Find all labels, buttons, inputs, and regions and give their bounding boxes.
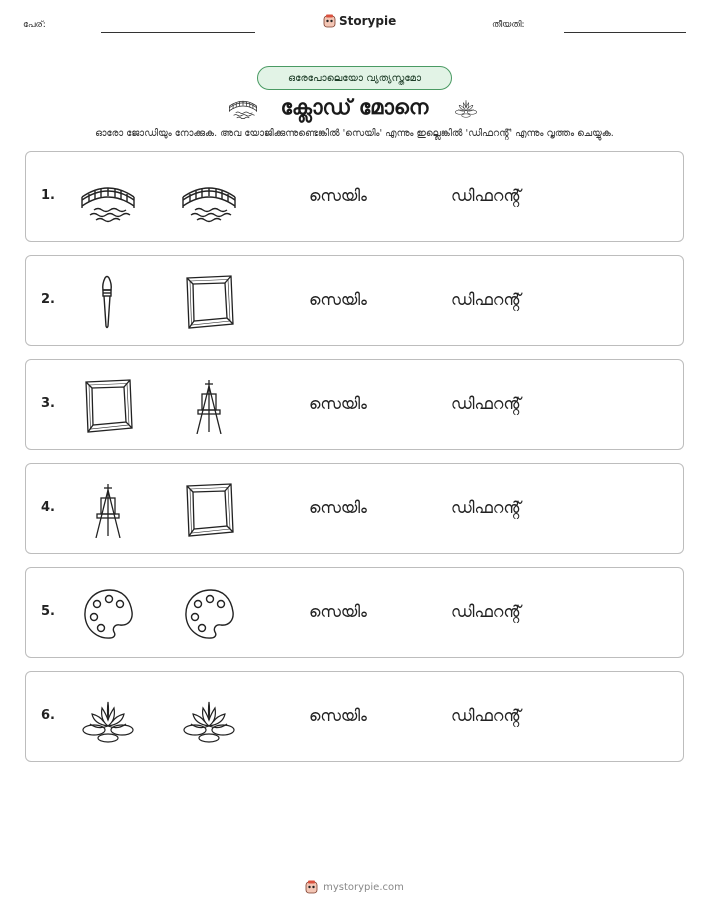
same-option[interactable]: സെയിം	[309, 186, 367, 205]
storypie-logo-icon	[305, 880, 318, 894]
page-title: ക്ലോഡ് മോനെ	[280, 94, 429, 119]
question-number: 6.	[41, 708, 55, 723]
question-row	[25, 255, 684, 346]
waterlily-icon	[450, 95, 482, 119]
bridge-icon	[227, 95, 259, 119]
question-row	[25, 567, 684, 658]
question-row	[25, 359, 684, 450]
frame-icon	[181, 482, 237, 538]
bridge-icon	[80, 170, 136, 226]
question-row	[25, 463, 684, 554]
different-option[interactable]: ഡിഫറൻ്റ്	[451, 498, 521, 517]
storypie-logo-icon	[323, 14, 336, 28]
name-write-line[interactable]	[101, 32, 255, 33]
question-row	[25, 671, 684, 762]
frame-icon	[80, 378, 136, 434]
date-write-line[interactable]	[564, 32, 686, 33]
paintbrush-icon	[80, 274, 136, 330]
question-number: 4.	[41, 500, 55, 515]
waterlily-icon	[80, 690, 136, 746]
question-number: 3.	[41, 396, 55, 411]
different-option[interactable]: ഡിഫറൻ്റ്	[451, 394, 521, 413]
title-row	[0, 92, 709, 122]
question-number: 1.	[41, 188, 55, 203]
worksheet-header	[0, 12, 709, 42]
different-option[interactable]: ഡിഫറൻ്റ്	[451, 602, 521, 621]
same-option[interactable]: സെയിം	[309, 602, 367, 621]
frame-icon	[181, 274, 237, 330]
palette-icon	[181, 586, 237, 642]
waterlily-icon	[181, 690, 237, 746]
same-option[interactable]: സെയിം	[309, 498, 367, 517]
footer	[0, 880, 709, 894]
palette-icon	[80, 586, 136, 642]
name-label: പേര്:	[23, 20, 46, 30]
date-label: തീയതി:	[492, 20, 525, 30]
different-option[interactable]: ഡിഫറൻ്റ്	[451, 290, 521, 309]
question-number: 2.	[41, 292, 55, 307]
bridge-icon	[181, 170, 237, 226]
easel-icon	[80, 482, 136, 538]
instructions: ഓരോ ജോഡിയും നോക്കുക. അവ യോജിക്കുന്നുണ്ടെങ്കിൽ 'സെയിം' എന്നും ഇല്ലെങ്കിൽ 'ഡിഫറൻ്റ്' എന്നും വൃത്തം ചെയ്യുക.	[95, 128, 614, 139]
worksheet-type-badge: ഒരേപോലെയോ വ്യത്യസ്തമോ	[257, 66, 452, 90]
same-option[interactable]: സെയിം	[309, 290, 367, 309]
same-option[interactable]: സെയിം	[309, 706, 367, 725]
different-option[interactable]: ഡിഫറൻ്റ്	[451, 186, 521, 205]
same-option[interactable]: സെയിം	[309, 394, 367, 413]
question-number: 5.	[41, 604, 55, 619]
brand-logo	[323, 14, 396, 28]
easel-icon	[181, 378, 237, 434]
footer-url[interactable]: mystorypie.com	[323, 881, 404, 893]
brand-name: Storypie	[339, 14, 397, 28]
question-row	[25, 151, 684, 242]
different-option[interactable]: ഡിഫറൻ്റ്	[451, 706, 521, 725]
